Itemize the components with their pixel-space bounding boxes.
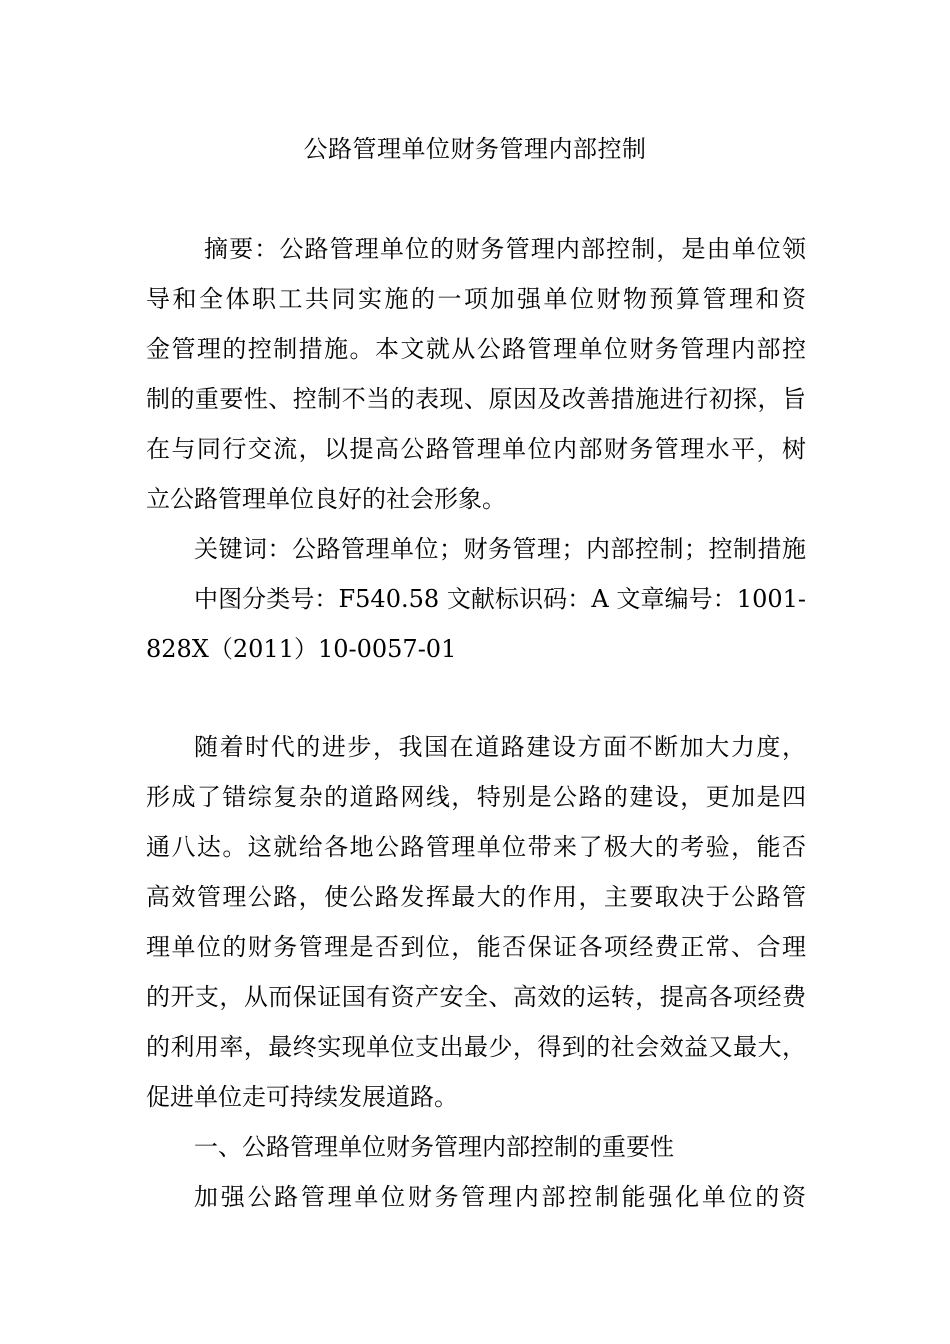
- abstract-line: 制的重要性、控制不当的表现、原因及改善措施进行初探，旨: [146, 385, 806, 413]
- body-line: 形成了错综复杂的道路网线，特别是公路的建设，更加是四: [146, 783, 806, 811]
- keywords-line: 关键词：公路管理单位；财务管理；内部控制；控制措施: [194, 535, 806, 563]
- body-line: 的开支，从而保证国有资产安全、高效的运转，提高各项经费: [146, 983, 806, 1011]
- abstract-line: 立公路管理单位良好的社会形象。: [146, 485, 506, 513]
- body-line: 高效管理公路，使公路发挥最大的作用，主要取决于公路管: [146, 883, 806, 911]
- section-body-line: 加强公路管理单位财务管理内部控制能强化单位的资: [194, 1183, 806, 1211]
- body-line: 的利用率，最终实现单位支出最少，得到的社会效益又最大，: [146, 1033, 806, 1061]
- abstract-line: 金管理的控制措施。本文就从公路管理单位财务管理内部控: [146, 335, 806, 363]
- body-line: 通八达。这就给各地公路管理单位带来了极大的考验，能否: [146, 833, 806, 861]
- abstract-line: 在与同行交流，以提高公路管理单位内部财务管理水平，树: [146, 435, 806, 463]
- abstract-line: 摘要：公路管理单位的财务管理内部控制，是由单位领: [204, 235, 806, 263]
- body-line: 理单位的财务管理是否到位，能否保证各项经费正常、合理: [146, 933, 806, 961]
- classification-line: 828X（2011）10-0057-01: [146, 635, 457, 663]
- section-heading: 一、公路管理单位财务管理内部控制的重要性: [194, 1133, 674, 1161]
- classification-line: 中图分类号：F540.58 文献标识码：A 文章编号：1001-: [194, 585, 806, 613]
- document-title: 公路管理单位财务管理内部控制: [303, 135, 647, 163]
- body-line: 促进单位走可持续发展道路。: [146, 1083, 458, 1111]
- abstract-line: 导和全体职工共同实施的一项加强单位财物预算管理和资: [146, 285, 806, 313]
- body-line: 随着时代的进步，我国在道路建设方面不断加大力度，: [194, 733, 806, 761]
